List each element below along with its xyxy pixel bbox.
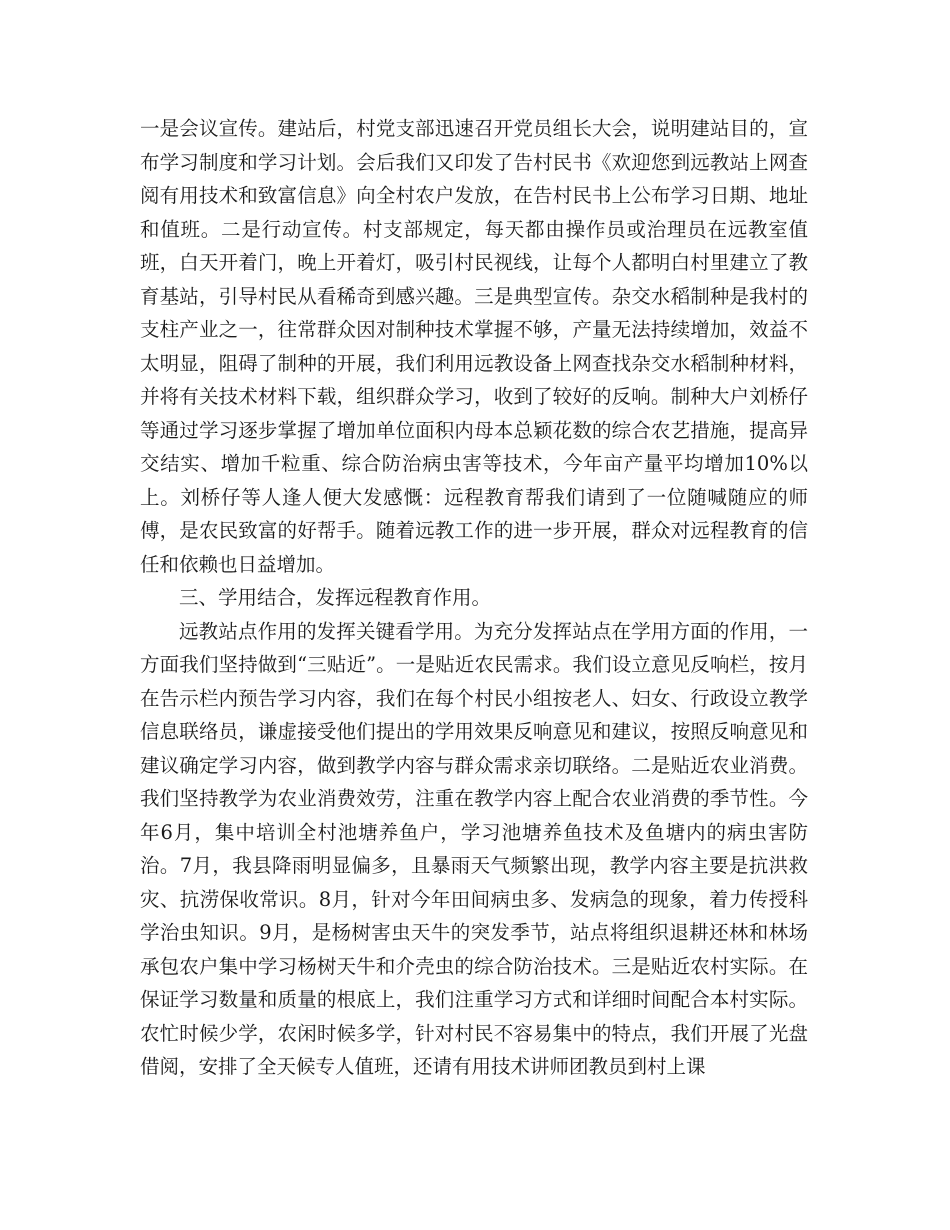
document-page	[140, 112, 808, 1084]
body-paragraph-2: 远教站点作用的发挥关键看学用。为充分发挥站点在学用方面的作用，一方面我们坚持做到“三贴近”。一是贴近农民需求。我们设立意见反响栏，按月在告示栏内预告学习内容，我们在每个村民小组按老人、妇女、行政设立教学信息联络员，谦虚接受他们提出的学用效果反响意见和建议，按照反响意见和建议确定学习内容，做到教学内容与群众需求亲切联络。二是贴近农业消费。我们坚持教学为农业消费效劳，注重在教学内容上配合农业消费的季节性。今年6月，集中培训全村池塘养鱼户，学习池塘养鱼技术及鱼塘内的病虫害防治。7月，我县降雨明显偏多，且暴雨天气频繁出现，教学内容主要是抗洪救灾、抗涝保收常识。8月，针对今年田间病虫多、发病急的现象，着力传授科学治虫知识。9月，是杨树害虫天牛的突发季节，站点将组织退耕还林和林场承包农户集中学习杨树天牛和介壳虫的综合防治技术。三是贴近农村实际。在保证学习数量和质量的根底上，我们注重学习方式和详细时间配合本村实际。农忙时候少学，农闲时候多学，针对村民不容易集中的特点，我们开展了光盘借阅，安排了全天候专人值班，还请有用技术讲师团教员到村上课	[140, 619, 808, 1078]
body-paragraph-1: 一是会议宣传。建站后，村党支部迅速召开党员组长大会，说明建站目的，宣布学习制度和学习计划。会后我们又印发了告村民书《欢迎您到远教站上网查阅有用技术和致富信息》向全村农户发放，在告村民书上公布学习日期、地址和值班。二是行动宣传。村支部规定，每天都由操作员或治理员在远教室值班，白天开着门，晚上开着灯，吸引村民视线，让每个人都明白村里建立了教育基站，引导村民从看稀奇到感兴趣。三是典型宣传。杂交水稻制种是我村的支柱产业之一，往常群众因对制种技术掌握不够，产量无法持续增加，效益不太明显，阻碍了制种的开展，我们利用远教设备上网查找杂交水稻制种材料，并将有关技术材料下载，组织群众学习，收到了较好的反响。制种大户刘桥仔等通过学习逐步掌握了增加单位面积内母本总颖花数的综合农艺措施，提高异交结实、增加千粒重、综合防治病虫害等技术，今年亩产量平均增加10%以上。刘桥仔等人逢人便大发感慨：远程教育帮我们请到了一位随喊随应的师傅，是农民致富的好帮手。随着远教工作的进一步开展，群众对远程教育的信任和依赖也日益增加。	[140, 117, 808, 576]
section-heading-3: 三、学用结合，发挥远程教育作用。	[179, 586, 492, 609]
